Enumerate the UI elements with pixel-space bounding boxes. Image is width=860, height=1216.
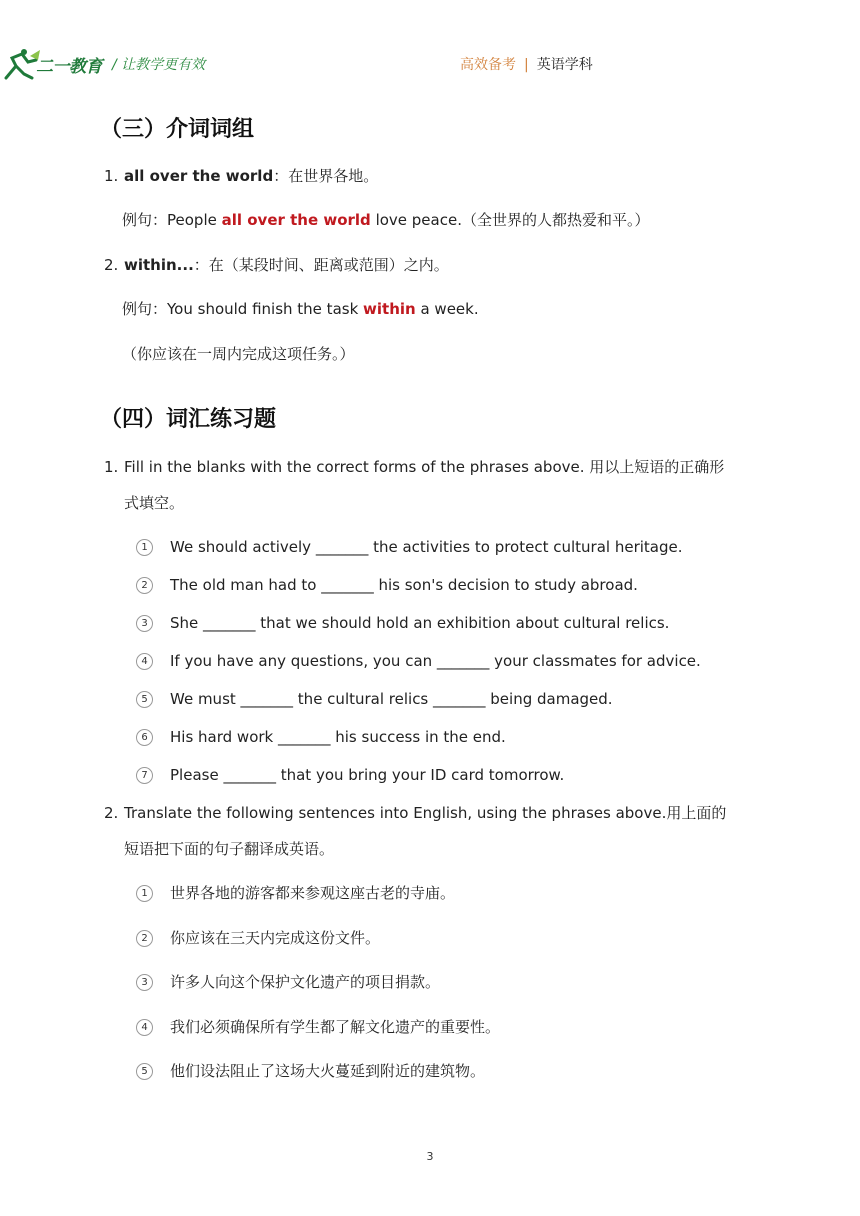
phrase-meaning: ：在（某段时间、距离或范围）之内。: [193, 256, 449, 274]
question-2-line-1: [104, 803, 726, 823]
circled-number-icon: 3: [136, 974, 153, 991]
phrase-meaning: ：在世界各地。: [273, 167, 379, 185]
question-1-line-1: [104, 457, 724, 477]
example-suffix: a week.: [415, 300, 479, 318]
circled-number-icon: 4: [136, 653, 153, 670]
header-separator: |: [524, 57, 529, 73]
header-label-b: 英语学科: [536, 57, 593, 73]
example-sentence-1: [122, 210, 649, 230]
circled-number-icon: 2: [136, 577, 153, 594]
circled-number-icon: 1: [136, 885, 153, 902]
example-translation-2: （你应该在一周内完成这项任务。）: [122, 345, 355, 363]
list-item: We should actively _______ the activities to protect cultural heritage.: [170, 538, 683, 556]
list-item: The old man had to _______ his son's decision to study abroad.: [170, 576, 638, 594]
header-label-a: 高效备考: [460, 57, 516, 73]
example-prefix: 例句：People: [122, 211, 222, 229]
slogan: / 让教学更有效: [112, 57, 206, 73]
section-title-prepositional-phrases: （三）介词词组: [100, 117, 255, 142]
circled-number-icon: 5: [136, 1063, 153, 1080]
circled-number-icon: 7: [136, 767, 153, 784]
circled-number-icon: 3: [136, 615, 153, 632]
item-number: 2.: [104, 256, 119, 274]
list-item: 他们设法阻止了这场大火蔓延到附近的建筑物。: [170, 1062, 486, 1080]
list-item: She _______ that we should hold an exhibition about cultural relics.: [170, 614, 670, 632]
page-header: [0, 44, 860, 84]
question-2-line-2: 短语把下面的句子翻译成英语。: [124, 840, 335, 858]
highlighted-phrase: within: [363, 300, 416, 318]
logo-text: 二一教育: [36, 57, 102, 76]
list-item: Please _______ that you bring your ID card tomorrow.: [170, 766, 565, 784]
list-item: If you have any questions, you can _______ your classmates for advice.: [170, 652, 701, 670]
circled-number-icon: 4: [136, 1019, 153, 1036]
question-number: 1.: [104, 458, 119, 476]
list-item: 世界各地的游客都来参观这座古老的寺庙。: [170, 884, 456, 902]
circled-number-icon: 2: [136, 930, 153, 947]
item-number: 1.: [104, 167, 119, 185]
question-text: Fill in the blanks with the correct forms of the phrases above. 用以上短语的正确形: [124, 458, 725, 476]
list-item: 你应该在三天内完成这份文件。: [170, 928, 381, 947]
list-item: His hard work _______ his success in the end.: [170, 728, 506, 746]
circled-number-icon: 5: [136, 691, 153, 708]
circled-number-icon: 6: [136, 729, 153, 746]
list-item: 许多人向这个保护文化遗产的项目捐款。: [170, 973, 441, 991]
phrase-item-2: [104, 255, 449, 275]
example-suffix: love peace.（全世界的人都热爱和平。）: [370, 211, 650, 229]
phrase: within...: [124, 256, 194, 274]
page-number: 3: [426, 1150, 434, 1163]
phrase-item-1: [104, 166, 378, 186]
section-title-vocabulary-exercises: （四）词汇练习题: [100, 407, 277, 432]
list-item: 我们必须确保所有学生都了解文化遗产的重要性。: [170, 1017, 501, 1036]
phrase: all over the world: [124, 167, 274, 185]
highlighted-phrase: all over the world: [221, 211, 371, 229]
example-sentence-2: [122, 299, 479, 319]
example-prefix: 例句：You should finish the task: [122, 300, 364, 318]
list-item: We must _______ the cultural relics _______ being damaged.: [170, 690, 613, 708]
question-number: 2.: [104, 804, 119, 822]
circled-number-icon: 1: [136, 539, 153, 556]
header-right: [460, 54, 593, 74]
question-text: Translate the following sentences into English, using the phrases above.用上面的: [124, 804, 727, 822]
question-1-line-2: 式填空。: [124, 494, 185, 512]
